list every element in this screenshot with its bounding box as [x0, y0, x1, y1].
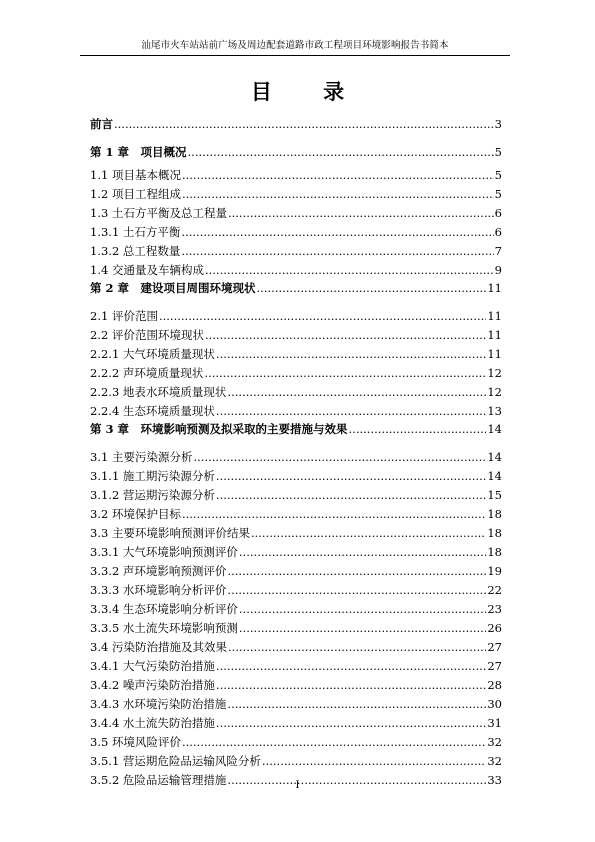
toc-entry-label: 3.4.3 水环境污染防治措施: [90, 697, 227, 711]
toc-entry-page-number: 11: [487, 328, 502, 342]
toc-entry-page-number: 33: [487, 773, 502, 787]
toc-entry[interactable]: [90, 205, 502, 222]
toc-entry-page-number: 11: [487, 309, 502, 323]
toc-entry-page-number: 31: [487, 716, 502, 730]
toc-entry-label: 3.4.2 噪声污染防治措施: [90, 678, 215, 692]
toc-entry-page-number: 26: [487, 621, 502, 635]
toc-entry-label: 2.1 评价范围: [90, 309, 158, 323]
toc-entry[interactable]: [90, 639, 502, 656]
toc-entry-label: 3.1.2 营运期污染源分析: [90, 488, 215, 502]
toc-entry-page-number: 12: [487, 366, 502, 380]
toc-entry[interactable]: [90, 734, 502, 751]
toc-entry-page-number: 11: [487, 347, 502, 361]
toc-entry-page-number: 27: [487, 640, 502, 654]
toc-dot-leader: [216, 677, 486, 694]
toc-chapter-entry[interactable]: [90, 144, 502, 161]
toc-entry-label: 3.3.4 生态环境影响分析评价: [90, 602, 238, 616]
toc-dot-leader: [204, 365, 486, 382]
toc-entry-page-number: 12: [487, 385, 502, 399]
toc-dot-leader: [159, 308, 486, 325]
toc-dot-leader: [228, 205, 494, 222]
toc-entry[interactable]: [90, 468, 502, 485]
toc-entry-page-number: 18: [487, 526, 502, 540]
toc-entry-label: 3.1 主要污染源分析: [90, 450, 193, 464]
toc-entry-page-number: 27: [487, 659, 502, 673]
toc-entry-label: 1.3.2 总工程数量: [90, 244, 181, 258]
toc-entry-label: 前言: [90, 117, 113, 131]
toc-entry-page-number: 19: [487, 564, 502, 578]
toc-entry-label: 3.4.1 大气污染防治措施: [90, 659, 215, 673]
toc-entry-label: 第 2 章 建设项目周围环境现状: [90, 281, 256, 295]
toc-dot-leader: [349, 421, 487, 438]
toc-dot-leader: [216, 346, 486, 363]
toc-dot-leader: [216, 468, 486, 485]
toc-entry-label: 3.4.4 水土流失防治措施: [90, 716, 215, 730]
toc-entry[interactable]: [90, 384, 502, 401]
toc-entry-page-number: 15: [487, 488, 502, 502]
toc-entry-page-number: 14: [487, 422, 502, 436]
toc-entry[interactable]: [90, 243, 502, 260]
toc-entry-label: 第 3 章 环境影响预测及拟采取的主要措施与效果: [90, 422, 348, 436]
toc-entry[interactable]: [90, 167, 502, 184]
toc-entry-label: 1.4 交通量及车辆构成: [90, 263, 204, 277]
toc-entry-label: 1.3.1 土石方平衡: [90, 225, 181, 239]
page-number: I: [295, 780, 300, 791]
toc-dot-leader: [228, 639, 486, 656]
toc-entry-page-number: 32: [487, 735, 502, 749]
toc-entry-page-number: 18: [487, 545, 502, 559]
toc-entry-page-number: 5: [494, 145, 502, 159]
toc-entry[interactable]: [90, 449, 502, 466]
toc-entry-label: 2.2.3 地表水环境质量现状: [90, 385, 227, 399]
toc-dot-leader: [227, 563, 486, 580]
toc-entry-label: 1.3 土石方平衡及总工程量: [90, 206, 227, 220]
toc-dot-leader: [205, 327, 486, 344]
toc-dot-leader: [188, 144, 494, 161]
toc-entry-page-number: 5: [494, 187, 502, 201]
toc-dot-leader: [227, 384, 486, 401]
header-rule: [80, 55, 510, 56]
toc-entry[interactable]: [90, 487, 502, 504]
toc-entry[interactable]: [90, 563, 502, 580]
toc-entry[interactable]: [90, 582, 502, 599]
toc-entry-page-number: 18: [487, 507, 502, 521]
toc-dot-leader: [239, 544, 486, 561]
toc-dot-leader: [182, 186, 494, 203]
toc-entry-label: 1.2 项目工程组成: [90, 187, 181, 201]
toc-entry[interactable]: [90, 753, 502, 770]
toc-entry-label: 3.3.2 声环境影响预测评价: [90, 564, 227, 578]
toc-entry-label: 3.5.2 危险品运输管理措施: [90, 773, 227, 787]
toc-entry-page-number: 3: [494, 117, 502, 131]
toc-dot-leader: [227, 696, 486, 713]
toc-dot-leader: [181, 243, 493, 260]
toc-entry[interactable]: [90, 525, 502, 542]
toc-chapter-entry[interactable]: [90, 280, 502, 297]
toc-title: 目 录: [250, 79, 367, 104]
toc-entry[interactable]: [90, 262, 502, 279]
toc-entry[interactable]: [90, 365, 502, 382]
running-header: 汕尾市火车站站前广场及周边配套道路市政工程项目环境影响报告书简本: [141, 40, 449, 51]
toc-entry-page-number: 7: [494, 244, 502, 258]
toc-entry-label: 2.2.4 生态环境质量现状: [90, 404, 215, 418]
toc-entry-page-number: 13: [487, 404, 502, 418]
toc-entry-page-number: 23: [487, 602, 502, 616]
toc-dot-leader: [257, 280, 487, 297]
toc-dot-leader: [239, 620, 486, 637]
toc-dot-leader: [205, 262, 494, 279]
toc-entry[interactable]: [90, 506, 502, 523]
toc-entry[interactable]: [90, 186, 502, 203]
toc-entry-label: 第 1 章 项目概况: [90, 145, 187, 159]
toc-entry-label: 3.3.5 水土流失环境影响预测: [90, 621, 238, 635]
toc-entry-label: 2.2 评价范围环境现状: [90, 328, 204, 342]
toc-entry-label: 2.2.1 大气环境质量现状: [90, 347, 215, 361]
toc-entry-page-number: 28: [487, 678, 502, 692]
toc-entry[interactable]: [90, 224, 502, 241]
toc-dot-leader: [262, 753, 486, 770]
toc-entry-page-number: 32: [487, 754, 502, 768]
toc-entry-label: 3.1.1 施工期污染源分析: [90, 469, 215, 483]
toc-dot-leader: [193, 449, 486, 466]
toc-chapter-entry[interactable]: [90, 116, 502, 133]
toc-entry[interactable]: [90, 696, 502, 713]
toc-entry-label: 3.2 环境保护目标: [90, 507, 181, 521]
toc-entry[interactable]: [90, 677, 502, 694]
toc-dot-leader: [227, 582, 486, 599]
toc-entry[interactable]: [90, 715, 502, 732]
toc-entry-page-number: 22: [487, 583, 502, 597]
toc-entry-label: 3.3.3 水环境影响分析评价: [90, 583, 227, 597]
toc-dot-leader: [181, 224, 493, 241]
toc-entry-page-number: 6: [494, 206, 502, 220]
toc-entry-label: 1.1 项目基本概况: [90, 168, 181, 182]
toc-entry-label: 3.3 主要环境影响预测评价结果: [90, 526, 250, 540]
toc-entry-label: 2.2.2 声环境质量现状: [90, 366, 204, 380]
toc-entry[interactable]: [90, 620, 502, 637]
toc-dot-leader: [216, 487, 486, 504]
toc-entry[interactable]: [90, 327, 502, 344]
toc-entry-page-number: 5: [494, 168, 502, 182]
toc-entry[interactable]: [90, 308, 502, 325]
toc-entry[interactable]: [90, 544, 502, 561]
toc-entry-page-number: 14: [487, 450, 502, 464]
toc-dot-leader: [216, 715, 486, 732]
toc-entry-label: 3.5 环境风险评价: [90, 735, 181, 749]
toc-dot-leader: [251, 525, 486, 542]
toc-entry-page-number: 14: [487, 469, 502, 483]
toc-entry[interactable]: [90, 403, 502, 420]
toc-dot-leader: [216, 658, 486, 675]
toc-entry-page-number: 11: [487, 281, 502, 295]
toc-entry[interactable]: [90, 601, 502, 618]
toc-entry[interactable]: [90, 658, 502, 675]
toc-entry-label: 3.4 污染防治措施及其效果: [90, 640, 227, 654]
toc-entry-page-number: 6: [494, 225, 502, 239]
toc-dot-leader: [239, 601, 486, 618]
toc-entry-page-number: 9: [494, 263, 502, 277]
toc-chapter-entry[interactable]: [90, 421, 502, 438]
toc-dot-leader: [114, 116, 494, 133]
toc-entry-page-number: 30: [487, 697, 502, 711]
toc-entry-label: 3.3.1 大气环境影响预测评价: [90, 545, 238, 559]
toc-entry[interactable]: [90, 346, 502, 363]
toc-dot-leader: [182, 734, 486, 751]
toc-dot-leader: [182, 167, 494, 184]
toc-dot-leader: [216, 403, 486, 420]
toc-entry-label: 3.5.1 营运期危险品运输风险分析: [90, 754, 261, 768]
toc-dot-leader: [182, 506, 486, 523]
